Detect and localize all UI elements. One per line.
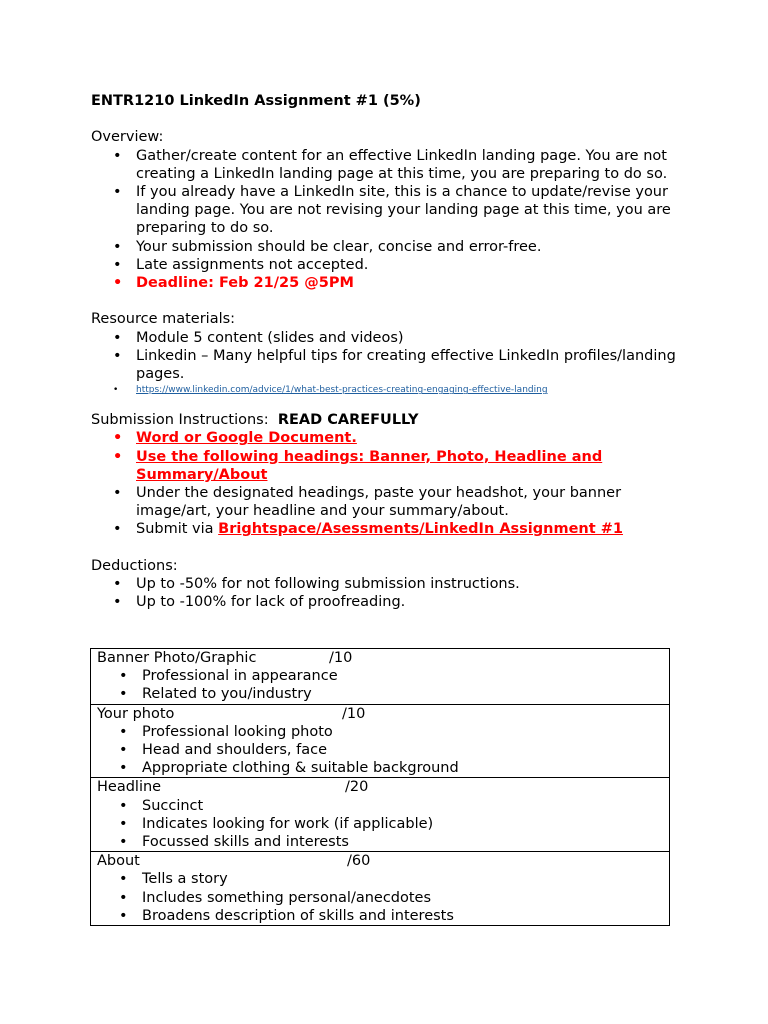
bullet-icon: •: [119, 797, 128, 814]
bullet-icon: •: [113, 448, 123, 465]
bullet-icon: •: [119, 871, 128, 888]
brightspace-link[interactable]: Brightspace/Asessments/LinkedIn Assignment #1: [218, 521, 623, 538]
bullet-icon: •: [113, 347, 122, 364]
list-item: • Professional looking photo: [119, 723, 333, 740]
list-item: • Indicates looking for work (if applicable): [119, 815, 434, 832]
list-item: • Focussed skills and interests: [119, 833, 349, 850]
bullet-icon: •: [119, 723, 128, 740]
bullet-icon: •: [113, 521, 122, 538]
deadline-item: • Deadline: Feb 21/25 @5PM: [113, 275, 354, 292]
submission-list: [91, 429, 691, 538]
bullet-icon: •: [119, 907, 128, 924]
list-item: • Broadens description of skills and interests: [119, 907, 454, 924]
bullet-icon: •: [119, 815, 128, 832]
bullet-icon: •: [119, 686, 128, 703]
deductions-list: [91, 575, 691, 611]
bullet-icon: •: [113, 238, 122, 255]
list-item: • Submit via Brightspace/Asessments/LinkedIn Assignment #1: [113, 521, 623, 538]
bullet-icon: •: [113, 275, 123, 292]
criterion-points: /20: [345, 779, 369, 796]
list-item: • Gather/create content for an effective LinkedIn landing page. You are not creating a LinkedIn landing page at this time, you are preparing to do so.: [113, 147, 668, 182]
list-item: • Your submission should be clear, concise and error-free.: [113, 238, 542, 255]
criterion-name: Your photo: [97, 705, 175, 722]
bullet-icon: •: [119, 668, 128, 685]
list-item: • Professional in appearance: [119, 668, 338, 685]
list-item: • Succinct: [119, 797, 204, 814]
bullet-icon: •: [113, 385, 119, 396]
linkedin-advice-link[interactable]: https://www.linkedin.com/advice/1/what-best-practices-creating-engaging-effective-landing: [136, 385, 548, 396]
list-item: • Head and shoulders, face: [119, 741, 327, 758]
bullet-icon: •: [113, 256, 122, 273]
bullet-icon: •: [119, 889, 128, 906]
bullet-icon: •: [113, 430, 123, 447]
list-item: • Word or Google Document.: [113, 430, 357, 447]
table-row: [91, 778, 670, 852]
list-item: • Under the designated headings, paste your headshot, your banner image/art, your headline and your summary/about.: [113, 485, 622, 520]
list-item: • If you already have a LinkedIn site, this is a chance to update/revise your landing page. You are not revising your landing page at this time, you are preparing to do so.: [113, 184, 671, 237]
criterion-name: About: [97, 853, 140, 870]
list-item: [91, 383, 691, 397]
criterion-points: /60: [347, 853, 371, 870]
bullet-icon: •: [113, 184, 122, 200]
bullet-icon: •: [119, 760, 128, 777]
bullet-icon: •: [113, 147, 122, 164]
document-page: [91, 92, 691, 611]
rubric-table: [90, 648, 670, 926]
document-title: ENTR1210 LinkedIn Assignment #1 (5%): [91, 93, 421, 109]
list-item: • Module 5 content (slides and videos): [113, 329, 404, 346]
list-item: • Appropriate clothing & suitable background: [119, 760, 459, 777]
list-item: • Tells a story: [119, 871, 228, 888]
list-item: • Up to -100% for lack of proofreading.: [113, 594, 406, 611]
overview-list: [91, 147, 691, 293]
list-item: • Related to you/industry: [119, 686, 312, 703]
criterion-points: /10: [342, 705, 366, 722]
criterion-name: Banner Photo/Graphic: [97, 650, 257, 666]
submission-heading: Submission Instructions: READ CAREFULLY: [91, 412, 419, 429]
bullet-icon: •: [113, 576, 122, 593]
resources-heading: Resource materials:: [91, 311, 236, 328]
list-item: • Use the following headings: Banner, Photo, Headline and Summary/About: [113, 448, 603, 483]
list-item: • Linkedin – Many helpful tips for creating effective LinkedIn profiles/landing pages.: [113, 347, 676, 383]
bullet-icon: •: [113, 594, 122, 611]
bullet-icon: •: [113, 485, 122, 502]
criterion-name: Headline: [97, 779, 162, 796]
bullet-icon: •: [119, 741, 128, 758]
list-item: • Includes something personal/anecdotes: [119, 889, 432, 906]
resources-list: [91, 329, 691, 398]
overview-heading: Overview:: [91, 129, 164, 146]
table-row: [91, 649, 670, 705]
read-carefully-label: READ CAREFULLY: [277, 412, 419, 429]
table-row: [91, 704, 670, 778]
bullet-icon: •: [113, 329, 122, 346]
list-item: • Late assignments not accepted.: [113, 256, 369, 273]
list-item: • Up to -50% for not following submission instructions.: [113, 576, 520, 593]
criterion-points: /10: [329, 650, 353, 666]
table-row: [91, 852, 670, 926]
bullet-icon: •: [119, 833, 128, 850]
deductions-heading: Deductions:: [91, 557, 178, 574]
